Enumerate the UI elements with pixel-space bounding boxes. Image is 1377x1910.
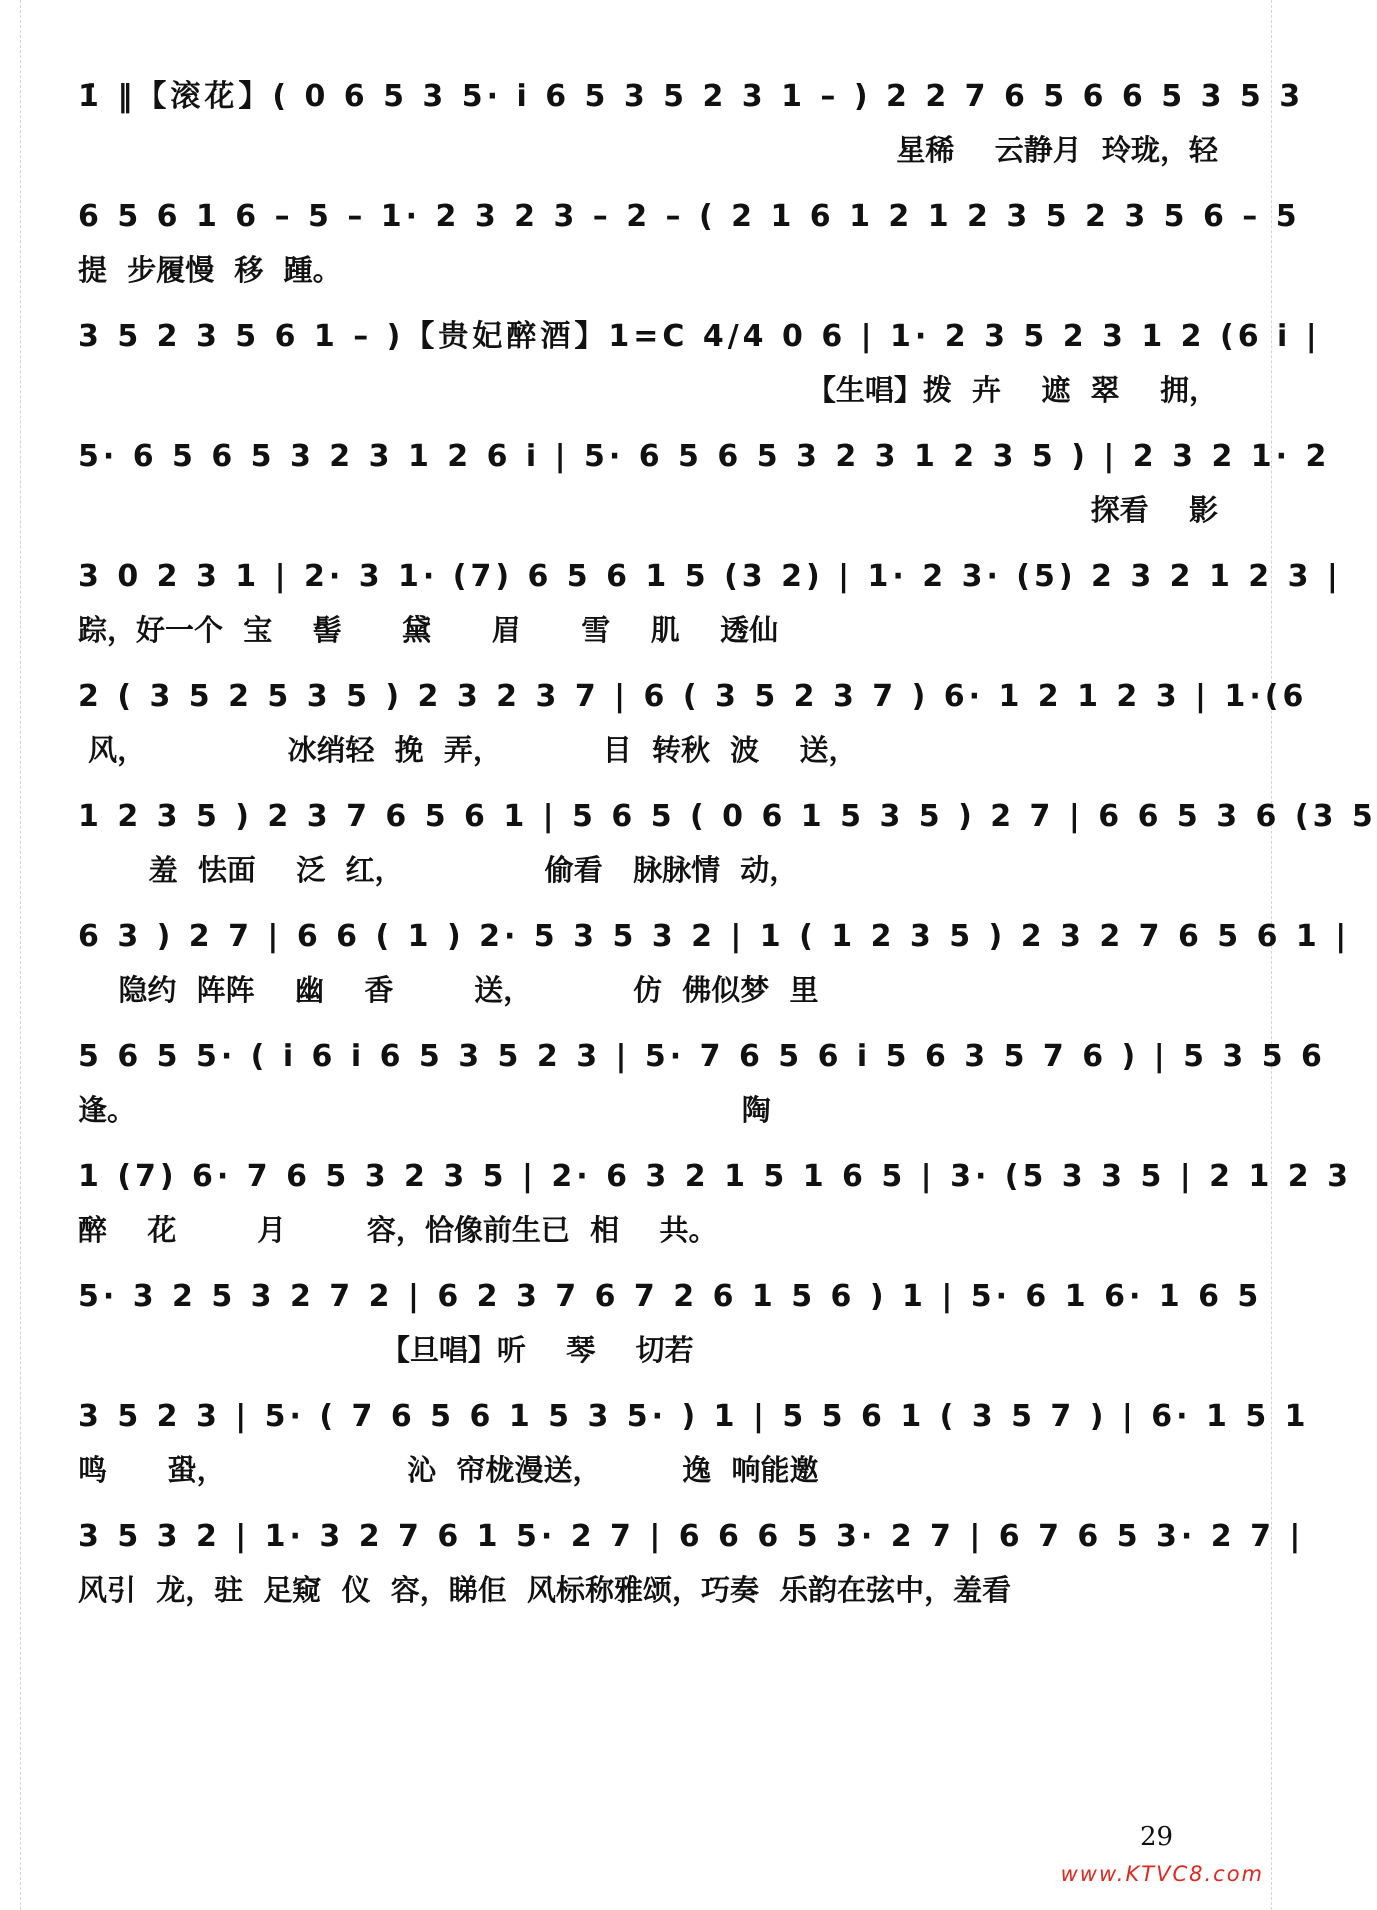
notes-line: 5 6 5 5· ( i̇ 6 i̇ 6 5 3 5 2 3 | 5· 7 6 5 6 i̇ 5 6 3 5 7 6 ) | 5 3 5 6: [78, 1039, 1326, 1074]
score-system: [78, 672, 1308, 792]
lyrics-line: 【生唱】拨 卉 遮 翠 拥，: [806, 373, 1218, 407]
notes-line: 5· 6 5 6 5 3 2 3 1 2 6 i̇ | 5· 6 5 6 5 3 2 3 1 2 3 5 ) | 2 3 2 1· 2: [78, 439, 1331, 474]
notes-line: 3 5 2 3 | 5· ( 7 6 5 6 1 5 3 5· ) 1 | 5 5 6 1 ( 3 5 7 ) | 6· 1 5 1: [78, 1399, 1310, 1434]
score: [78, 72, 1377, 1632]
lyrics-line: 探看 影: [1090, 493, 1218, 527]
right-margin-strip: [1274, 0, 1290, 1910]
score-system: [78, 1272, 1263, 1392]
score-system: [78, 72, 1305, 192]
lyrics-line: 醉 花 月 容，恰像前生已 相 共。: [78, 1213, 718, 1247]
lyrics-line: 星稀 云静月 玲珑，轻: [896, 133, 1218, 167]
left-margin-line: [20, 0, 21, 1910]
notes-line: 1̇ ‖【滚花】( 0 6 5 3 5· i̇ 6 5 3 5 2 3 1 – ) 2 2 7 6 5 6 6 5 3 5 3: [78, 79, 1305, 114]
score-system: [78, 792, 1377, 912]
score-system: [78, 552, 1342, 672]
notes-line: 3 0 2 3 1 | 2· 3 1· (7) 6 5 6 1 5 (3 2) | 1· 2 3· (5) 2 3 2 1 2 3 |: [78, 559, 1342, 594]
score-system: [78, 1152, 1352, 1272]
score-system: [78, 1032, 1326, 1152]
lyrics-line: 隐约 阵阵 幽 香 送， 仿 佛似梦 里: [78, 973, 819, 1007]
notes-line: 6 3 ) 2 7 | 6 6 ( 1 ) 2· 5 3 5 3 2 | 1 ( 1 2 3 5 ) 2 3 2 7 6 5 6 1 |: [78, 919, 1351, 954]
lyrics-line: 风， 冰绡轻 挽 弄， 目 转秋 波 送，: [78, 733, 858, 767]
notes-line: 3 5 3 2 | 1· 3 2 7 6 1 5· 2 7 | 6 6 6 5 3· 2 7 | 6 7 6 5 3· 2 7 |: [78, 1519, 1305, 1554]
score-system: [78, 192, 1301, 312]
lyrics-line: 逢。 陶: [78, 1093, 771, 1127]
lyrics-line: 踪，好一个 宝 髻 黛 眉 雪 肌 透仙: [78, 613, 779, 647]
lyrics-line: 【旦唱】听 琴 切若: [78, 1333, 694, 1367]
lyrics-line: 鸣 蛩， 沁 帘栊漫送， 逸 响能邀: [78, 1453, 819, 1487]
page-number: 29: [1140, 1822, 1174, 1852]
score-system: [78, 1392, 1310, 1512]
notes-line: 6 5 6 1 6 – 5 – 1· 2 3 2 3 – 2 – ( 2 1 6 1 2 1 2 3 5 2 3 5 6 – 5: [78, 199, 1301, 234]
score-system: [78, 432, 1331, 552]
score-system: [78, 1512, 1305, 1632]
notes-line: 1 2 3 5 ) 2 3 7 6 5 6 1 | 5 6 5 ( 0 6 1 5 3 5 ) 2 7 | 6 6 5 3 6 (3 5: [78, 799, 1377, 834]
left-margin-strip: [2, 0, 18, 1910]
notes-line: 2 ( 3 5 2 5 3 5 ) 2 3 2 3 7 | 6 ( 3 5 2 3 7 ) 6· 1 2 1 2 3 | 1·(6: [78, 679, 1308, 714]
lyrics-line: 风引 龙，驻 足窥 仪 容，睇佢 风标称雅颂，巧奏 乐韵在弦中，羞看: [78, 1573, 1012, 1607]
lyrics-line: 提 步履慢 移 踵。: [78, 253, 342, 287]
watermark-url: www.KTVC8.com: [1060, 1862, 1264, 1886]
notes-line: 3 5 2 3 5 6 1 – )【贵妃醉酒】1=C 4/4 0 6 | 1· 2 3 5 2 3 1 2 (6 i̇ |: [78, 319, 1321, 354]
notes-line: 5· 3 2 5 3 2 7 2 | 6 2 3 7 6 7 2 6 1 5 6 ) 1 | 5· 6 1 6· 1 6 5: [78, 1279, 1263, 1314]
score-system: [78, 912, 1351, 1032]
lyrics-line: 羞 怯面 泛 红， 偷看 脉脉情 动，: [78, 853, 799, 887]
score-system: [78, 312, 1321, 432]
right-margin-line: [1271, 0, 1272, 1910]
notes-line: 1 (7) 6· 7 6 5 3 2 3 5 | 2· 6 3 2 1 5 1 6 5 | 3· (5 3 3 5 | 2 1 2 3: [78, 1159, 1352, 1194]
